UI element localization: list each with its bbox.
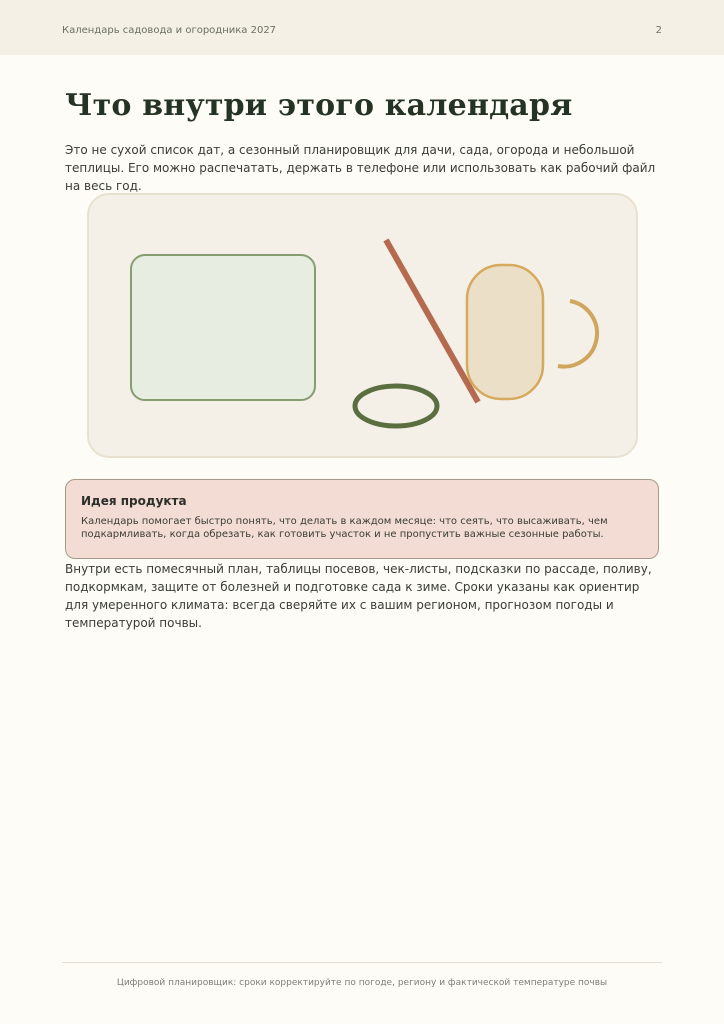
footer-divider: [62, 962, 662, 963]
illustration-panel: [131, 255, 315, 400]
footer-note: Цифровой планировщик: сроки корректируйте по погоде, региону и фактической температуре почвы: [116, 978, 608, 988]
page-title: Что внутри этого календаря: [65, 88, 573, 123]
illustration-svg: [89, 195, 640, 460]
decorative-illustration: [87, 193, 638, 458]
illustration-stick: [386, 240, 478, 402]
illustration-arc: [558, 301, 597, 367]
header-title: Календарь садовода и огородника 2027: [62, 25, 277, 36]
illustration-ring: [355, 386, 437, 426]
callout-title: Идея продукта: [81, 494, 187, 508]
body-paragraph: Внутри есть помесячный план, таблицы посевов, чек-листы, подсказки по рассаде, поливу, подкормкам, защите от болезней и подготовке сада к зиме. Сроки указаны как ориентир для умеренного климата: всегда сверяйте их с вашим регионом, прогнозом погоды и температурой почвы.: [65, 562, 652, 630]
page-number: 2: [655, 25, 662, 36]
page-header: [0, 0, 724, 55]
callout-text: Календарь помогает быстро понять, что делать в каждом месяце: что сеять, что высаживать, чем подкармливать, когда обрезать, как готовить участок и не пропустить важные сезонные работы.: [81, 516, 608, 540]
illustration-capsule: [467, 265, 543, 399]
product-idea-callout: [65, 479, 659, 559]
intro-paragraph: Это не сухой список дат, а сезонный планировщик для дачи, сада, огорода и небольшой теплицы. Его можно распечатать, держать в телефоне или использовать как рабочий файл на весь год.: [65, 143, 656, 193]
